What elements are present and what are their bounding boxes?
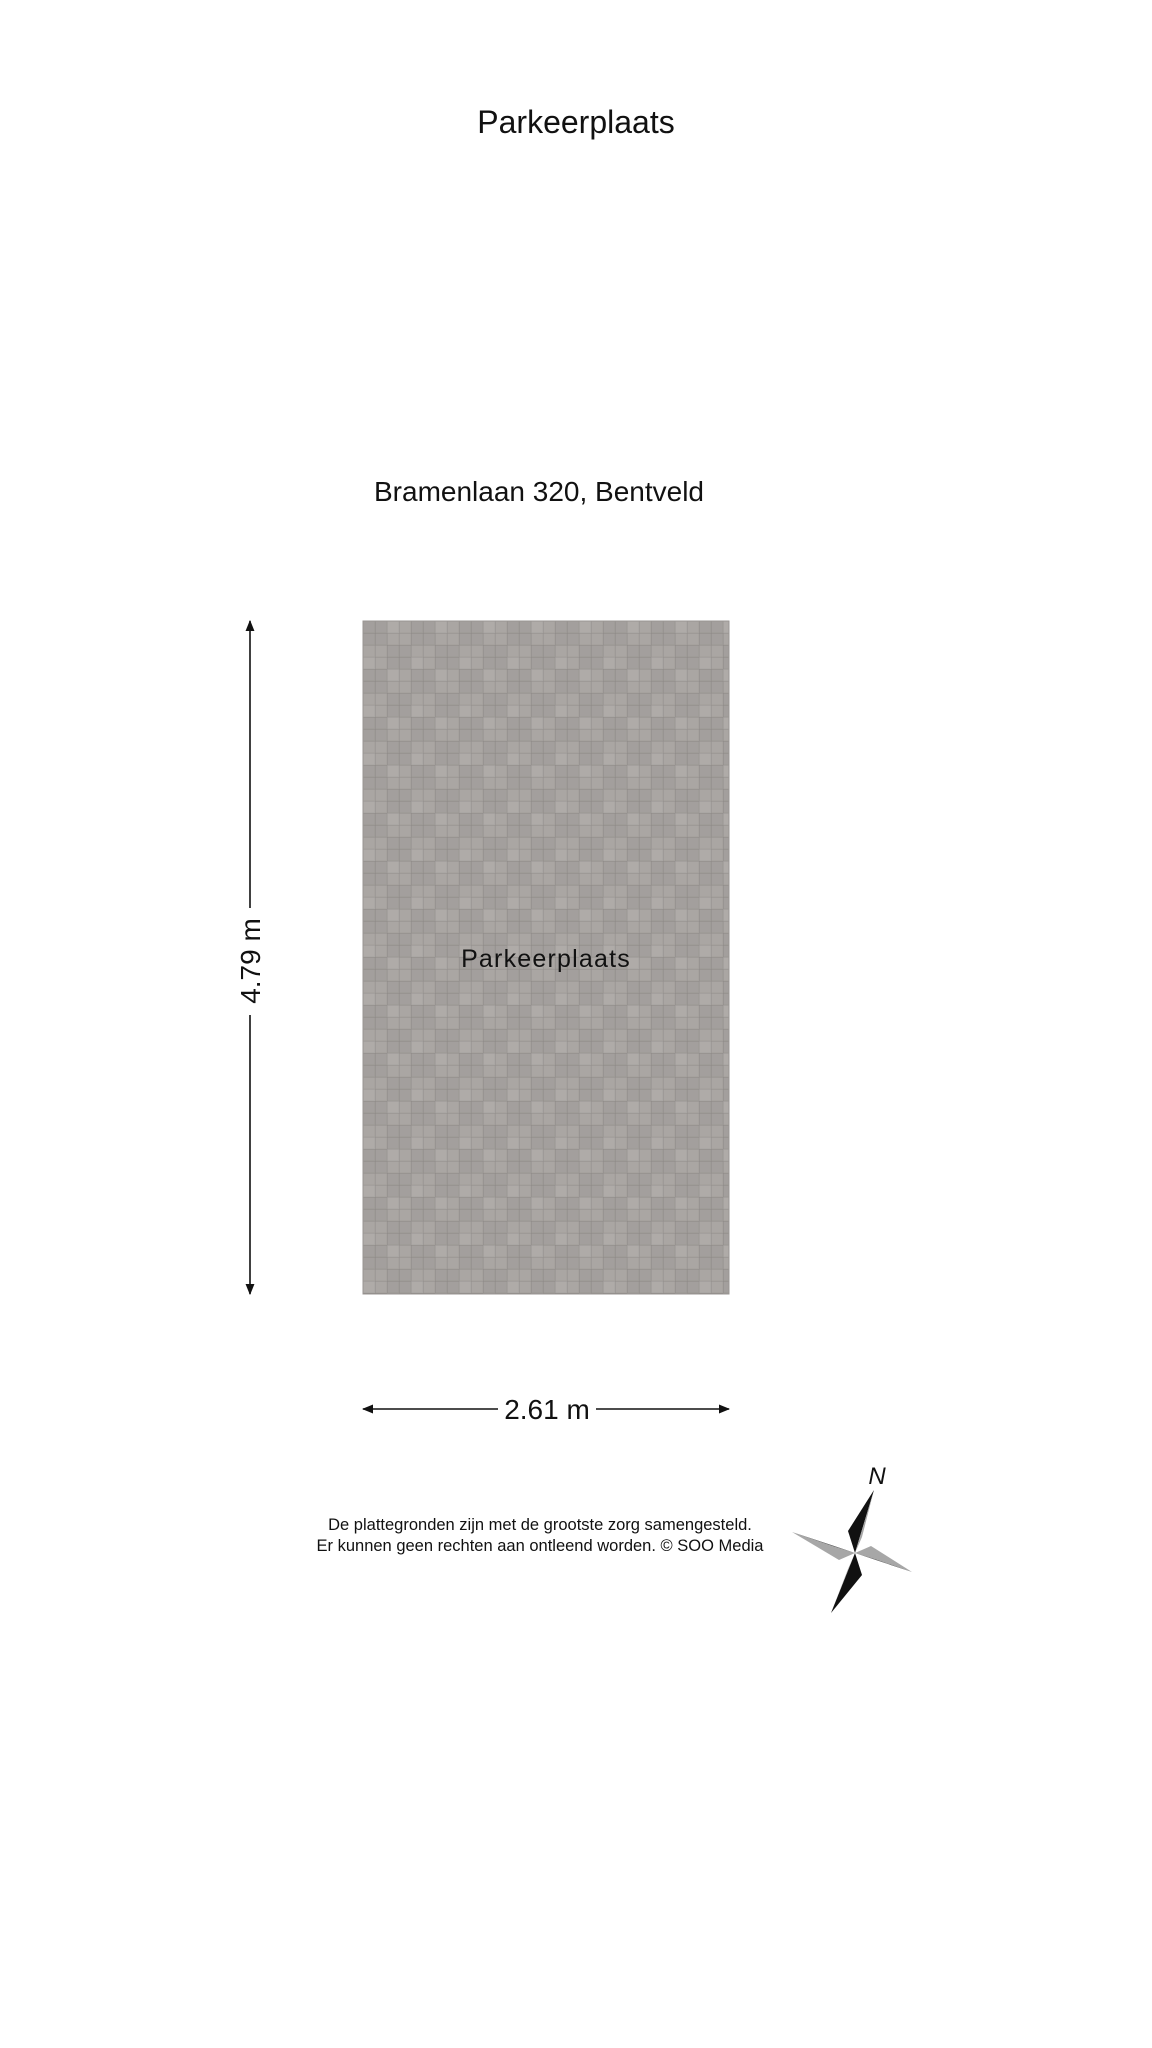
- compass-rose-icon: [792, 1463, 912, 1613]
- compass-north-label: N: [868, 1463, 886, 1490]
- address-label: Bramenlaan 320, Bentveld: [374, 476, 704, 507]
- width-dimension-label: 2.61 m: [504, 1394, 590, 1425]
- page-title: Parkeerplaats: [477, 104, 675, 140]
- height-dimension-label: 4.79 m: [235, 918, 266, 1004]
- width-dimension: [363, 1394, 729, 1425]
- disclaimer: [290, 1515, 790, 1557]
- room-label: Parkeerplaats: [461, 945, 631, 973]
- height-dimension: [235, 621, 266, 1294]
- disclaimer-line-1: De plattegronden zijn met de grootste zorg samengesteld.: [328, 1516, 752, 1534]
- disclaimer-line-2: Er kunnen geen rechten aan ontleend worden. © SOO Media: [316, 1537, 764, 1555]
